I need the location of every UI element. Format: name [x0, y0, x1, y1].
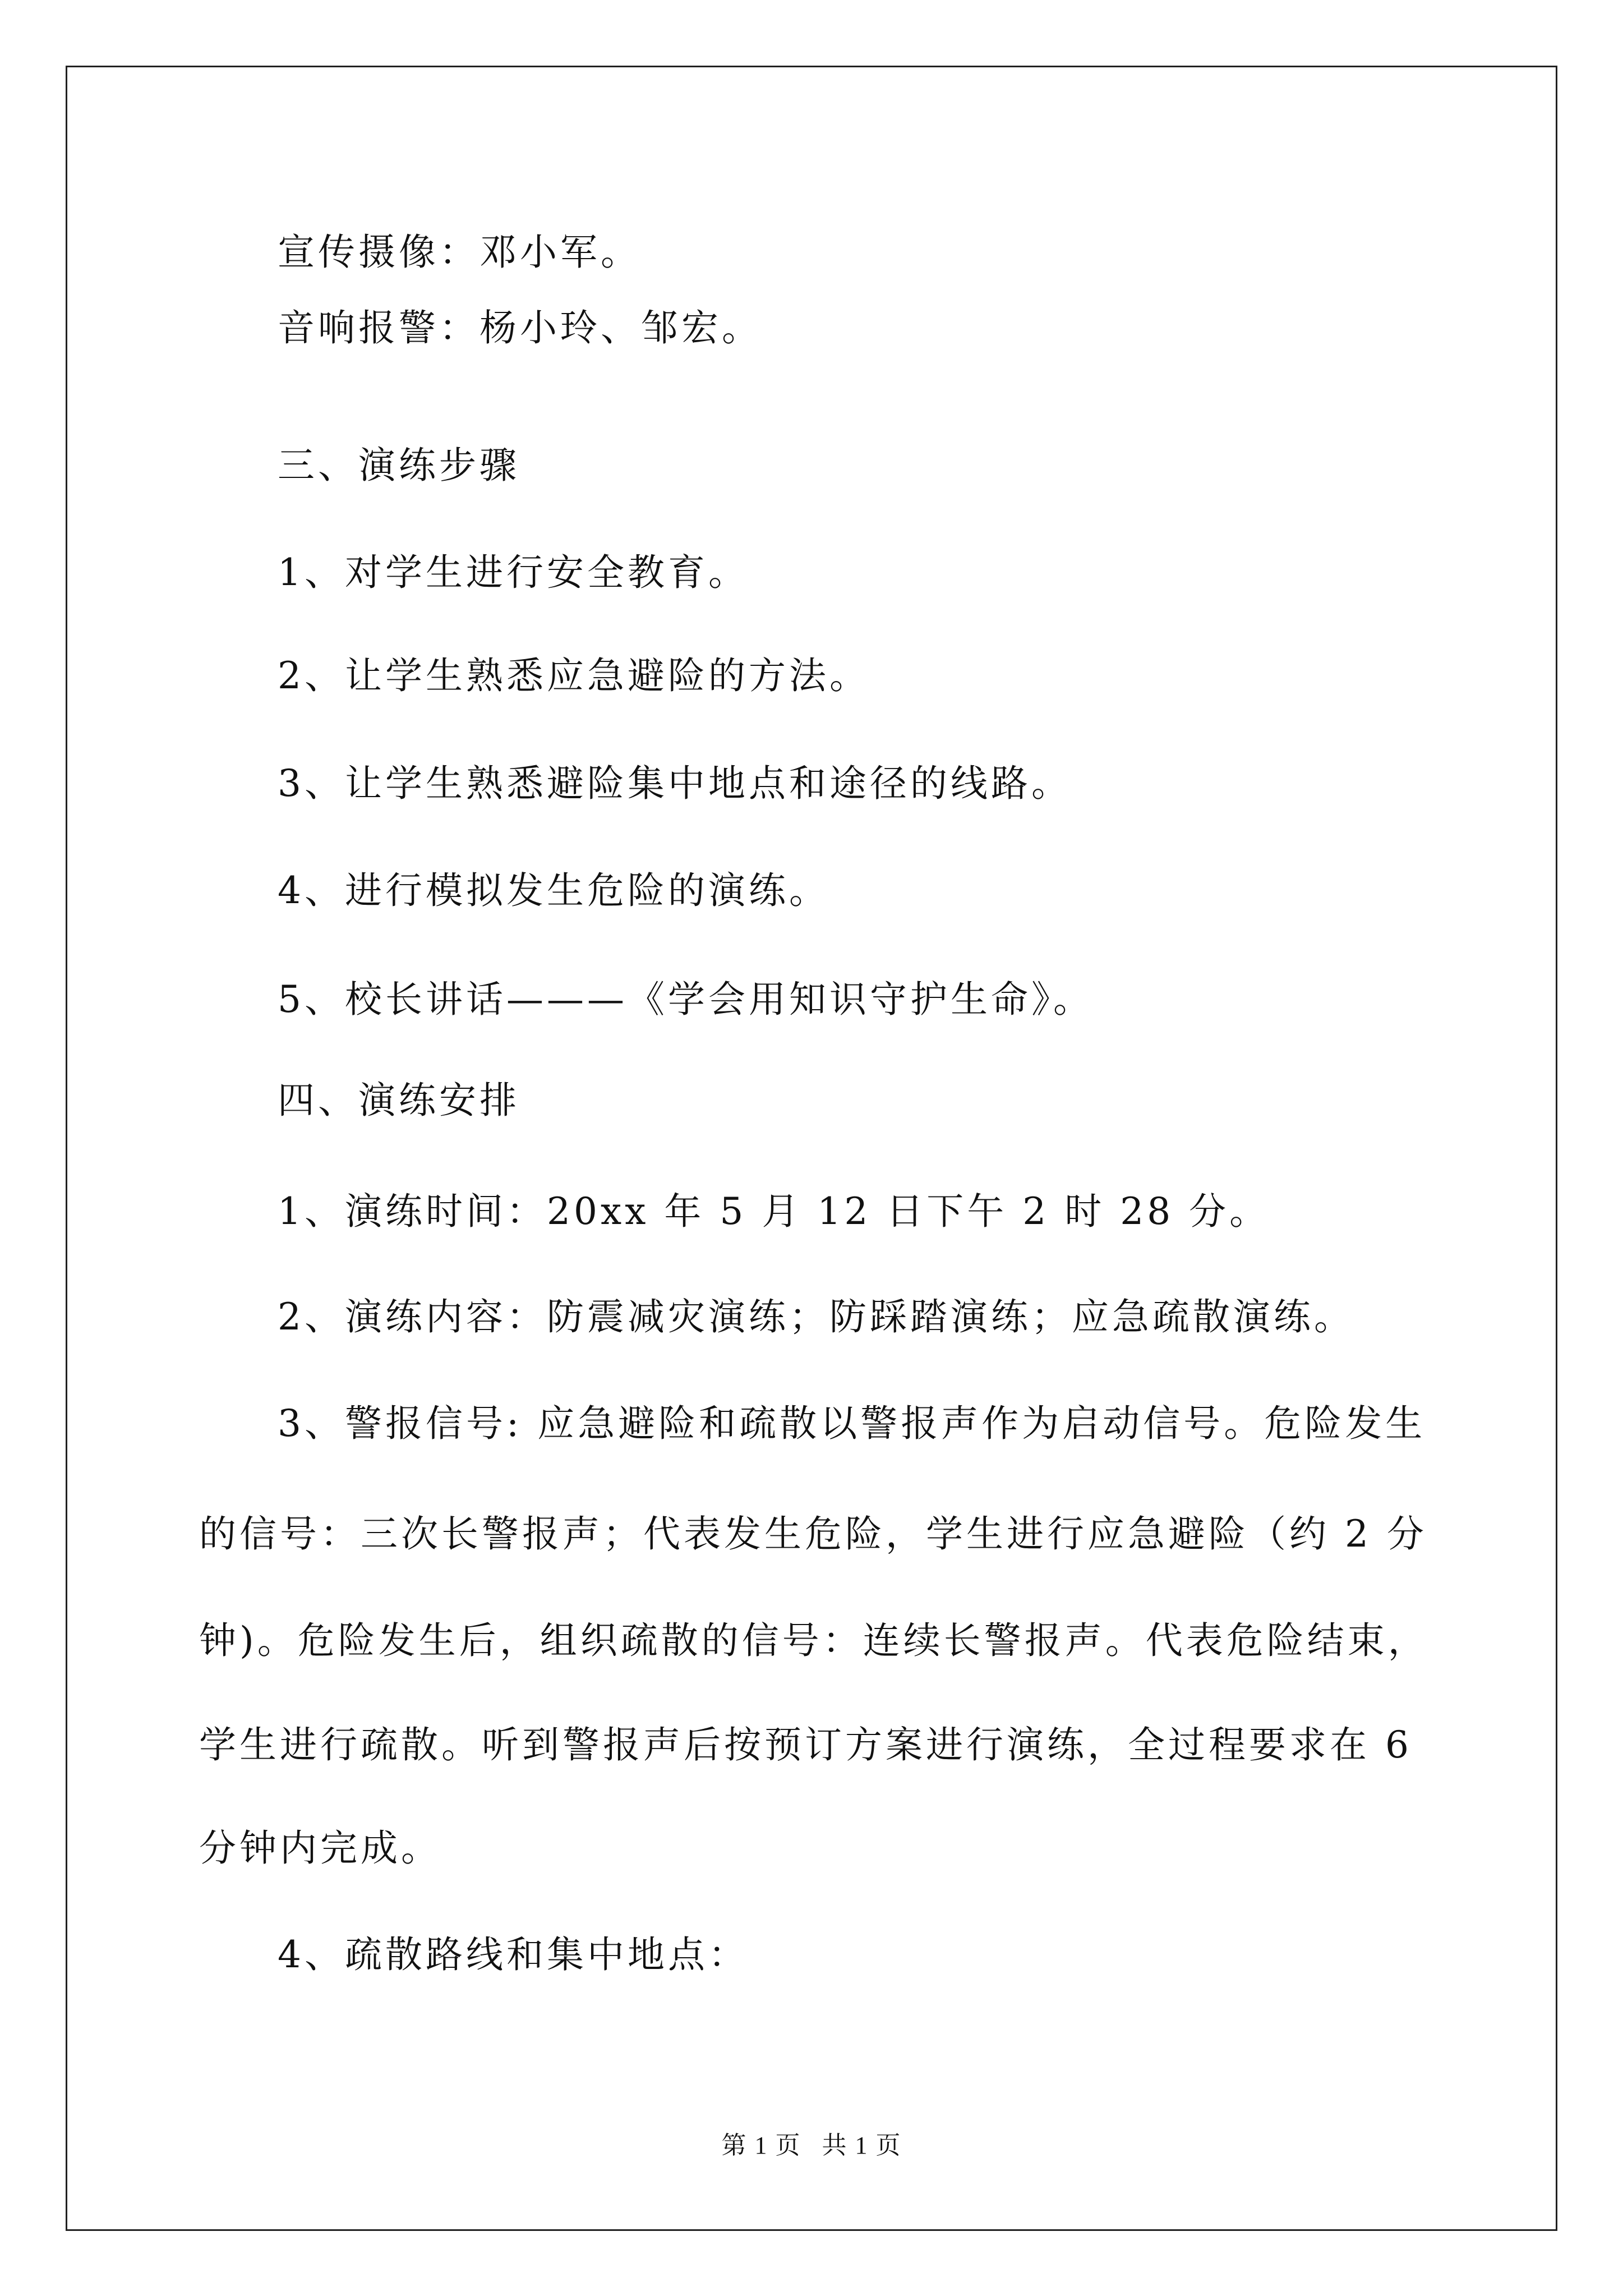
paragraph-alarm-line-4: 学生进行疏散。听到警报声后按预订方案进行演练，全过程要求在 6: [199, 1723, 1412, 1766]
list-item-step-5: 5、校长讲话———《学会用知识守护生命》。: [278, 978, 1094, 1021]
page-total: 共 1 页: [822, 2132, 902, 2159]
list-item-step-3: 3、让学生熟悉避险集中地点和途径的线路。: [278, 762, 1072, 805]
paragraph-alarm-line-2: 的信号：三次长警报声；代表发生危险，学生进行应急避险（约 2 分: [199, 1512, 1427, 1556]
paragraph-alarm-line-5: 分钟内完成。: [199, 1826, 441, 1870]
section-heading-steps: 三、演练步骤: [278, 444, 520, 487]
section-heading-arrangement: 四、演练安排: [278, 1079, 520, 1122]
page-border: [66, 66, 1557, 2231]
text-line-publicity: 宣传摄像：邓小军。: [278, 231, 641, 274]
paragraph-alarm-line-3: 钟)。危险发生后，组织疏散的信号：连续长警报声。代表危险结束，: [199, 1619, 1428, 1662]
list-item-step-4: 4、进行模拟发生危险的演练。: [278, 869, 829, 912]
list-item-step-2: 2、让学生熟悉应急避险的方法。: [278, 654, 870, 697]
paragraph-alarm-line-1: 3、警报信号: 应急避险和疏散以警报声作为启动信号。危险发生: [278, 1402, 1426, 1445]
text-line-audio-alarm: 音响报警：杨小玲、邹宏。: [278, 306, 762, 349]
list-item-time: 1、演练时间：20xx 年 5 月 12 日下午 2 时 28 分。: [278, 1190, 1270, 1233]
page-number: 第 1 页: [721, 2132, 801, 2159]
list-item-step-1: 1、对学生进行安全教育。: [278, 551, 749, 594]
page-footer: [0, 2129, 1623, 2162]
list-item-content: 2、演练内容：防震减灾演练；防踩踏演练；应急疏散演练。: [278, 1295, 1354, 1338]
list-item-route: 4、疏散路线和集中地点：: [278, 1933, 749, 1976]
